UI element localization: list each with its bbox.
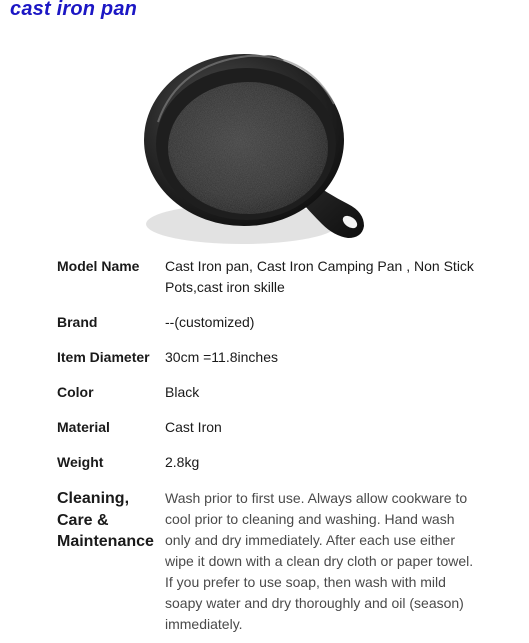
spec-row-brand bbox=[57, 312, 477, 347]
spec-label: Item Diameter bbox=[57, 349, 150, 365]
spec-label: Weight bbox=[57, 454, 104, 470]
spec-value: 2.8kg bbox=[165, 454, 200, 470]
spec-value: Wash prior to first use. Always allow cookware to cool prior to cleaning and washing. Hand wash only and dry immediately. After each use either wipe it down with a clean dry cloth or paper towel. If you prefer to use soap, then wash with mild soapy water and dry thoroughly and oil (season) immediately. bbox=[165, 490, 474, 632]
spec-value: Cast Iron bbox=[165, 419, 222, 435]
spec-label: Material bbox=[57, 419, 110, 435]
spec-label: Cleaning, Care & Maintenance bbox=[57, 490, 154, 550]
spec-row-cleaning-care bbox=[57, 487, 477, 635]
spec-row-model-name bbox=[57, 256, 477, 312]
spec-row-item-diameter bbox=[57, 347, 477, 382]
spec-table bbox=[57, 256, 477, 635]
spec-value: 30cm =11.8inches bbox=[165, 349, 278, 365]
spec-label: Model Name bbox=[57, 258, 140, 274]
spec-label: Brand bbox=[57, 314, 98, 330]
page-title: cast iron pan bbox=[10, 0, 138, 20]
spec-value: Cast Iron pan, Cast Iron Camping Pan , Non Stick Pots,cast iron skille bbox=[165, 258, 474, 295]
spec-row-material bbox=[57, 417, 477, 452]
spec-value: Black bbox=[165, 384, 200, 400]
spec-label: Color bbox=[57, 384, 94, 400]
spec-value: --(customized) bbox=[165, 314, 255, 330]
cast-iron-pan-image bbox=[138, 44, 378, 252]
spec-row-weight bbox=[57, 452, 477, 487]
spec-row-color bbox=[57, 382, 477, 417]
